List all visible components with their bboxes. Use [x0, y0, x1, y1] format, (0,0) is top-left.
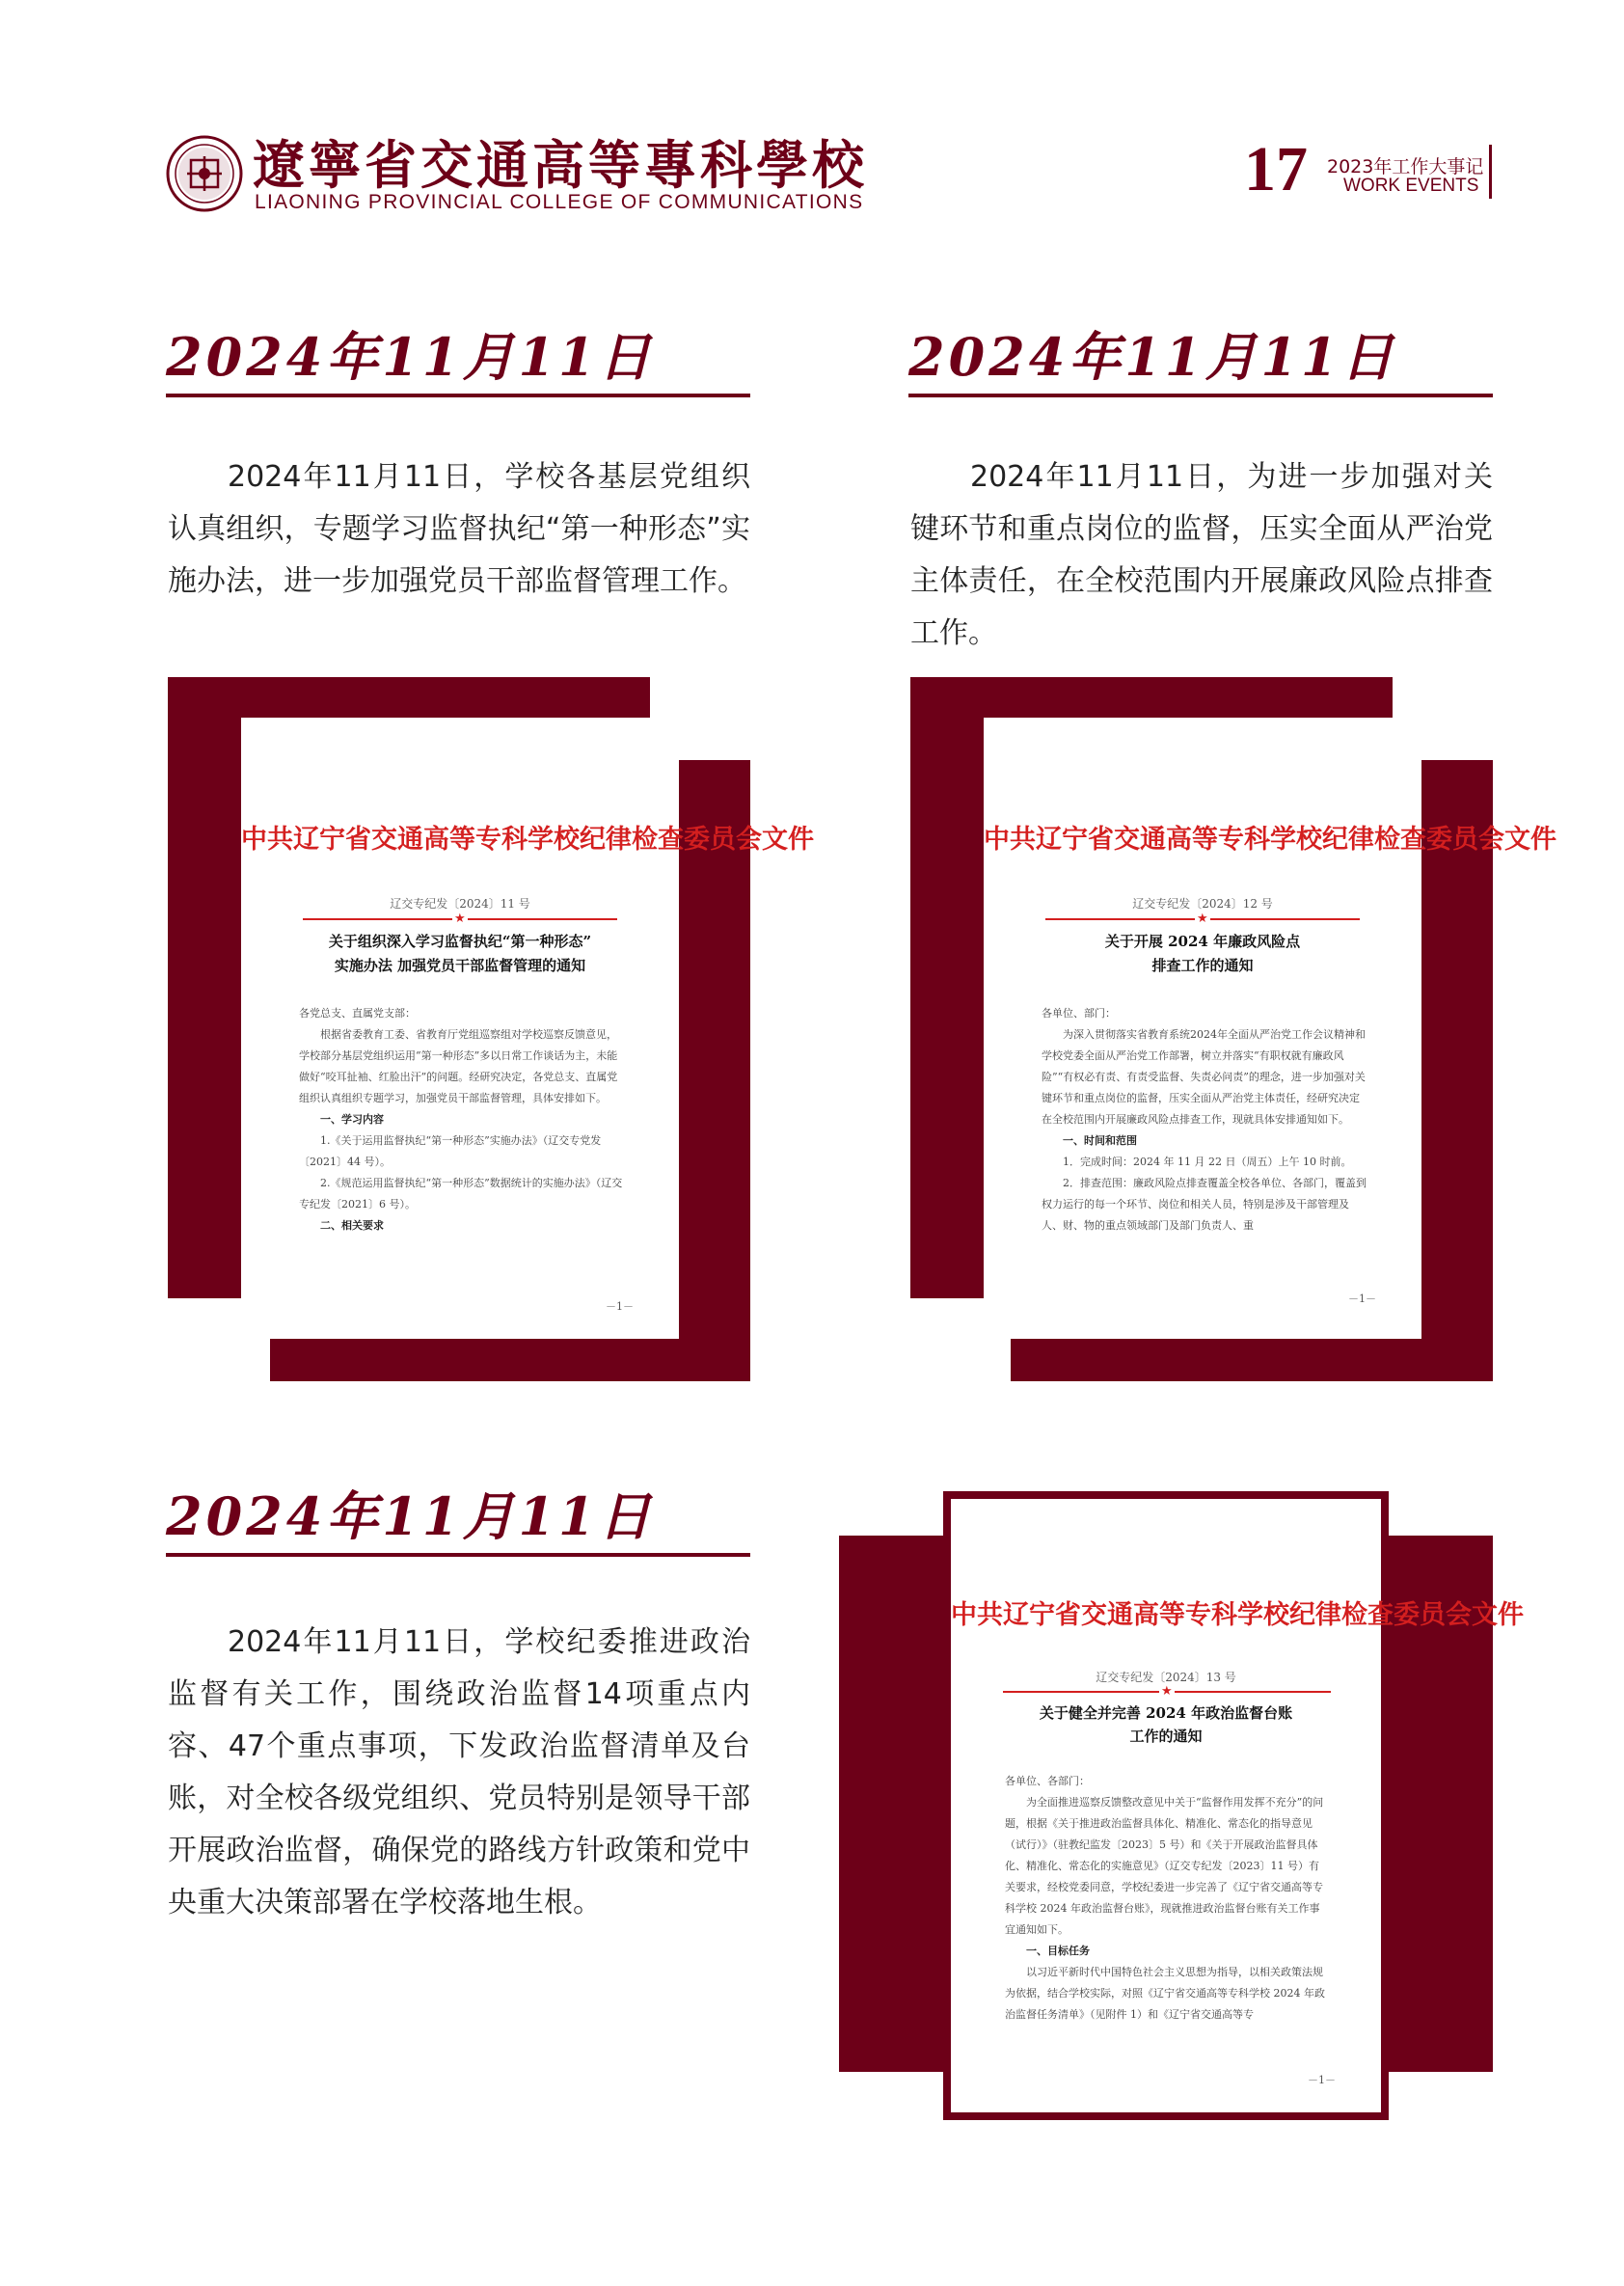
document-org-title: 中共辽宁省交通高等专科学校纪律检查委员会文件 [984, 825, 1556, 855]
document-page [951, 1499, 1524, 2112]
document-item: 以习近平新时代中国特色社会主义思想为指导，以相关政策法规为依据，结合学校实际，对照《辽宁省交通高等专科学校 2024 年政治监督任务清单》（见附件 1）和《辽宁省交通高等专 [1005, 1966, 1325, 2021]
document-item: 2．排查范围：廉政风险点排查覆盖全校各单位、各部门，覆盖到权力运行的每一个环节、岗位和相关人员，特别是涉及干部管理及人、财、物的重点领域部门及部门负责人、重 [1042, 1177, 1367, 1232]
section-3-rule [166, 1553, 750, 1557]
document-subject-line-2: 排查工作的通知 [1151, 957, 1254, 974]
document-number: 辽交专纪发〔2024〕13 号 [1096, 1671, 1236, 1684]
document-body [1005, 1771, 1329, 2026]
document-subject-line-2: 实施办法 加强党员干部监督管理的通知 [334, 957, 586, 974]
section-3-date-heading: 2024年11月11日 [166, 1485, 655, 1547]
document-item: 1.《关于运用监督执纪“第一种形态”实施办法》（辽交专党发〔2021〕44 号）。 [299, 1134, 602, 1168]
document-number: 辽交专纪发〔2024〕11 号 [390, 897, 530, 911]
document-heading: 二、相关要求 [320, 1219, 384, 1232]
document-item: 2.《规范运用监督执纪“第一种形态”数据统计的实施办法》（辽交专纪发〔2021〕6 号）。 [299, 1177, 623, 1211]
document-subject-line-2: 工作的通知 [1129, 1728, 1203, 1745]
document-paragraph: 根据省委教育工委、省教育厅党组巡察组对学校巡察反馈意见，学校部分基层党组织运用“第一种形态”多以日常工作谈话为主，未能做好“咬耳扯袖、红脸出汗”的问题。经研究决定，各党总支、直属党组织认真组织专题学习，加强党员干部监督管理，具体安排如下。 [299, 1028, 618, 1104]
section-title-en: WORK EVENTS [1343, 176, 1479, 196]
document-body [299, 1003, 627, 1237]
document-page [241, 718, 814, 1339]
school-name-en: LIAONING PROVINCIAL COLLEGE OF COMMUNICATIONS [255, 191, 864, 213]
document-addressee: 各单位、各部门： [1005, 1775, 1090, 1787]
document-page-number: －1－ [606, 1300, 634, 1313]
star-icon: ★ [1161, 1684, 1173, 1699]
document-page [984, 718, 1556, 1339]
section-title-cn: 2023年工作大事记 [1327, 156, 1484, 177]
star-icon: ★ [454, 912, 466, 926]
document-page-number: －1－ [1348, 1293, 1376, 1305]
section-2-rule [908, 394, 1493, 397]
document-org-title: 中共辽宁省交通高等专科学校纪律检查委员会文件 [241, 825, 814, 855]
section-1-date-heading: 2024年11月11日 [166, 326, 655, 388]
college-seal-logo [166, 135, 243, 212]
document-subject-line-1: 关于健全并完善 2024 年政治监督台账 [1039, 1704, 1293, 1722]
header-divider [1489, 145, 1492, 199]
document-body [1042, 1003, 1369, 1237]
section-2-date-heading: 2024年11月11日 [908, 326, 1397, 388]
section-2-text: 2024年11月11日，为进一步加强对关键环节和重点岗位的监督，压实全面从严治党主体责任，在全校范围内开展廉政风险点排查工作。 [910, 460, 1493, 650]
document-page-number: －1－ [1308, 2074, 1336, 2086]
document-heading: 一、学习内容 [320, 1113, 384, 1126]
star-icon: ★ [1197, 912, 1208, 926]
document-org-title: 中共辽宁省交通高等专科学校纪律检查委员会文件 [951, 1600, 1524, 1630]
document-heading: 一、时间和范围 [1063, 1134, 1137, 1147]
document-addressee: 各党总支、直属党支部： [299, 1007, 416, 1020]
document-subject-line-1: 关于组织深入学习监督执纪“第一种形态” [328, 933, 592, 950]
section-1-text: 2024年11月11日，学校各基层党组织认真组织，专题学习监督执纪“第一种形态”实施办法，进一步加强党员干部监督管理工作。 [168, 460, 750, 598]
document-paragraph: 为全面推进巡察反馈整改意见中关于“监督作用发挥不充分”的问题，根据《关于推进政治监督具体化、精准化、常态化的指导意见（试行）》（驻教纪监发〔2023〕5 号）和《关于开展政治监督具体化、精准化、常态化的实施意见》（辽交专纪发〔2023〕11 号）有关要求，经校党委同意，学校纪委进一步完善了《辽宁省交通高等专科学校 2024 年政治监督台账》，现就推进政治监督台账有关工作事宜通知如下。 [1005, 1796, 1324, 1936]
document-number: 辽交专纪发〔2024〕12 号 [1132, 897, 1273, 911]
document-heading: 一、目标任务 [1026, 1945, 1090, 1957]
document-addressee: 各单位、部门： [1042, 1007, 1116, 1020]
document-item: 1．完成时间：2024 年 11 月 22 日（周五）上午 10 时前。 [1063, 1156, 1352, 1168]
section-3-text: 2024年11月11日，学校纪委推进政治监督有关工作，围绕政治监督14项重点内容、47个重点事项，下发政治监督清单及台账，对全校各级党组织、党员特别是领导干部开展政治监督，确保党的路线方针政策和党中央重大决策部署在学校落地生根。 [168, 1625, 750, 1919]
document-paragraph: 为深入贯彻落实省教育系统2024年全面从严治党工作会议精神和学校党委全面从严治党工作部署，树立并落实“有职权就有廉政风险”“有权必有责、有责受监督、失责必问责”的理念，进一步加强对关键环节和重点岗位的监督，压实全面从严治党主体责任，经研究决定在全校范围内开展廉政风险点排查工作，现就具体安排通知如下。 [1042, 1028, 1366, 1126]
section-1-rule [166, 394, 750, 397]
school-name-cn: 遼寧省交通高等專科學校 [253, 134, 868, 196]
document-subject-line-1: 关于开展 2024 年廉政风险点 [1104, 933, 1301, 950]
page-number: 17 [1244, 134, 1308, 204]
